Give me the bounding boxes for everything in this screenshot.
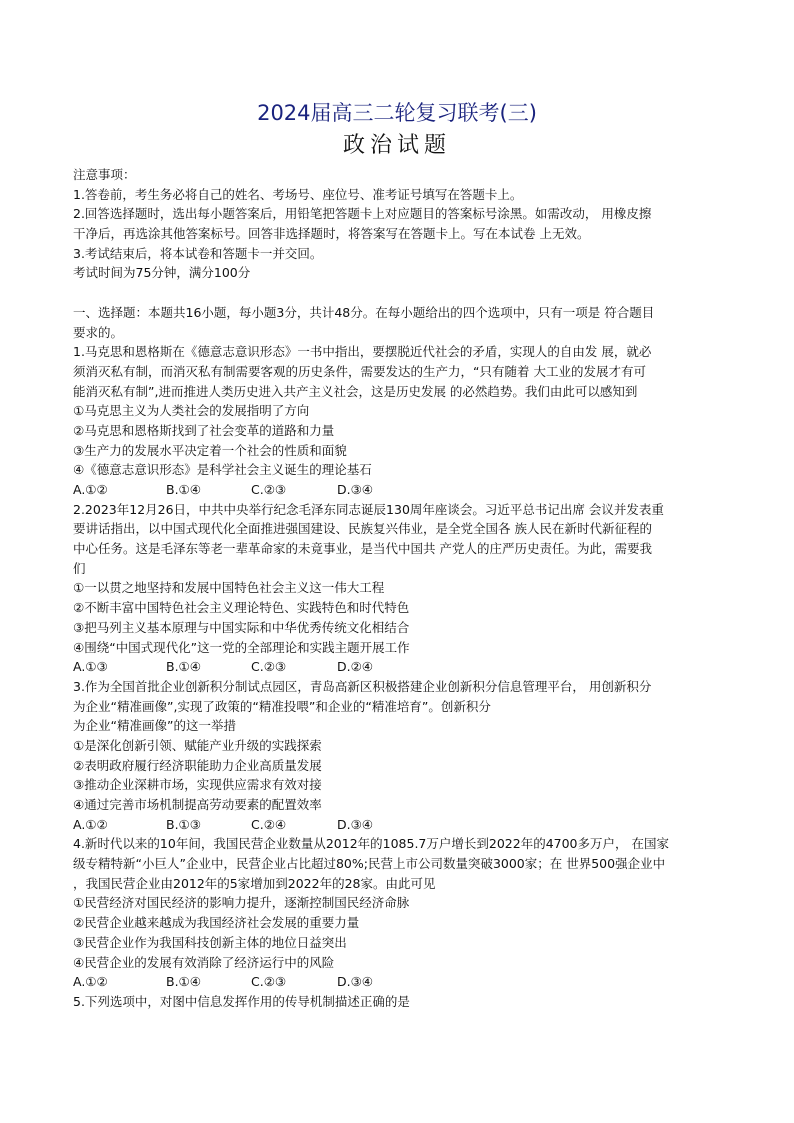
option-c: C.②③ <box>251 974 287 990</box>
statement-item: ③推动企业深耕市场，实现供应需求有效对接 <box>73 777 322 793</box>
option-c: C.②③ <box>251 659 287 675</box>
option-b: B.①③ <box>166 816 201 832</box>
section-heading: 要求的。 <box>73 324 124 340</box>
exam-title: 2024届高三二轮复习联考(三) <box>257 101 537 125</box>
question-1 <box>73 342 723 500</box>
spacer <box>73 283 723 303</box>
answer-options <box>73 815 723 835</box>
question-3 <box>73 677 723 835</box>
statement-item: ④围绕“中国式现代化”这一党的全部理论和实践主题开展工作 <box>73 639 410 655</box>
option-c: C.②③ <box>251 482 287 497</box>
option-d: D.③④ <box>337 974 374 990</box>
statement-item: ④通过完善市场机制提高劳动要素的配置效率 <box>73 797 322 812</box>
statement-item: ③生产力的发展水平决定着一个社会的性质和面貌 <box>73 442 347 458</box>
notice-line: 2.回答选择题时，选出每小题答案后，用铅笔把答题卡上对应题目的答案标号涂黑。如需改动， 用橡皮擦 <box>73 206 652 222</box>
option-b: B.①④ <box>166 482 201 497</box>
question-stem: 能消灭私有制”,进而推进人类历史进入共产主义社会，这是历史发展 的必然趋势。我们由此可以感知到 <box>73 383 638 399</box>
notice-line: 干净后，再选涂其他答案标号。回答非选择题时，将答案写在答题卡上。写在本试卷 上无效。 <box>73 226 590 242</box>
statement-item: ①马克思主义为人类社会的发展指明了方向 <box>73 403 310 419</box>
option-a: A.①② <box>73 974 108 990</box>
option-d: D.③④ <box>337 482 374 497</box>
question-stem: ，我国民营企业由2012年的5家增加到2022年的28家。由此可见 <box>73 875 436 891</box>
question-stem: 3.作为全国首批企业创新积分制试点园区，青岛高新区积极搭建企业创新积分信息管理平台， 用创新积分 <box>73 678 652 694</box>
statement-item: ②不断丰富中国特色社会主义理论特色、实践特色和时代特色 <box>73 600 410 616</box>
question-stem: 中心任务。这是毛泽东等老一辈革命家的未竟事业，是当代中国共 产党人的庄严历史责任。为此，需要我 <box>73 541 652 557</box>
question-5 <box>73 992 723 1012</box>
statement-item: ②民营企业越来越成为我国经济社会发展的重要力量 <box>73 915 360 931</box>
statement-item: ④《德意志意识形态》是科学社会主义诞生的理论基石 <box>73 462 372 478</box>
option-a: A.①② <box>73 482 108 497</box>
question-stem: 5.下列选项中，对图中信息发挥作用的传导机制描述正确的是 <box>73 993 410 1009</box>
question-2 <box>73 500 723 677</box>
answer-options <box>73 972 723 992</box>
question-stem: 级专精特新“小巨人”企业中，民营企业占比超过80%;民营上市公司数量突破3000家；在 世界500强企业中 <box>73 856 666 872</box>
statement-item: ②表明政府履行经济职能助力企业高质量发展 <box>73 757 322 773</box>
statement-item: ①一以贯之地坚持和发展中国特色社会主义这一伟大工程 <box>73 580 385 596</box>
question-stem: 们 <box>73 560 86 576</box>
option-a: A.①③ <box>73 659 108 675</box>
question-stem: 1.马克思和恩格斯在《德意志意识形态》一书中指出，要摆脱近代社会的矛盾，实现人的自由发 展，就必 <box>73 344 652 360</box>
answer-options <box>73 657 723 677</box>
exam-duration: 考试时间为75分钟，满分100分 <box>73 265 251 281</box>
question-stem: 为企业“精准画像”的这一举措 <box>73 718 236 734</box>
exam-subtitle: 政治试题 <box>342 133 451 158</box>
question-stem: 2.2023年12月26日，中共中央举行纪念毛泽东同志诞辰130周年座谈会。习近平总书记出席 会议并发表重 <box>73 501 664 517</box>
statement-item: ③民营企业作为我国科技创新主体的地位日益突出 <box>73 934 347 950</box>
question-stem: 要讲话指出，以中国式现代化全面推进强国建设、民族复兴伟业，是全党全国各 族人民在新时代新征程的 <box>73 521 652 537</box>
question-stem: 4.新时代以来的10年间，我国民营企业数量从2012年的1085.7万户增长到2022年的4700多万户， 在国家 <box>73 836 669 852</box>
notice-line: 1.答卷前，考生务必将自己的姓名、考场号、座位号、准考证号填写在答题卡上。 <box>73 186 523 202</box>
option-b: B.①④ <box>166 659 201 675</box>
option-a: A.①② <box>73 816 108 832</box>
statement-item: ①民营经济对国民经济的影响力提升，逐渐控制国民经济命脉 <box>73 895 410 911</box>
question-stem: 须消灭私有制，而消灭私有制需要客观的历史条件，需要发达的生产力，“只有随着 大工业的发展才有可 <box>73 363 646 379</box>
option-d: D.②④ <box>337 659 374 675</box>
statement-item: ③把马列主义基本原理与中国实际和中华优秀传统文化相结合 <box>73 619 410 635</box>
notice-heading: 注意事项： <box>73 167 136 182</box>
option-d: D.③④ <box>337 816 374 832</box>
option-b: B.①④ <box>166 974 201 990</box>
statement-item: ④民营企业的发展有效消除了经济运行中的风险 <box>73 954 335 970</box>
option-c: C.②④ <box>251 816 287 832</box>
notice-line: 3.考试结束后，将本试卷和答题卡一并交回。 <box>73 245 323 261</box>
question-4 <box>73 834 723 992</box>
statement-item: ①是深化创新引领、赋能产业升级的实践探索 <box>73 737 322 753</box>
answer-options <box>73 480 723 500</box>
section-heading: 一、选择题：本题共16小题，每小题3分，共计48分。在每小题给出的四个选项中，只有一项是 符合题目 <box>73 304 655 320</box>
question-stem: 为企业“精准画像”,实现了政策的“精准投喂”和企业的“精准培育”。创新积分 <box>73 698 491 714</box>
statement-item: ②马克思和恩格斯找到了社会变革的道路和力量 <box>73 422 335 438</box>
exam-content <box>73 165 723 1012</box>
